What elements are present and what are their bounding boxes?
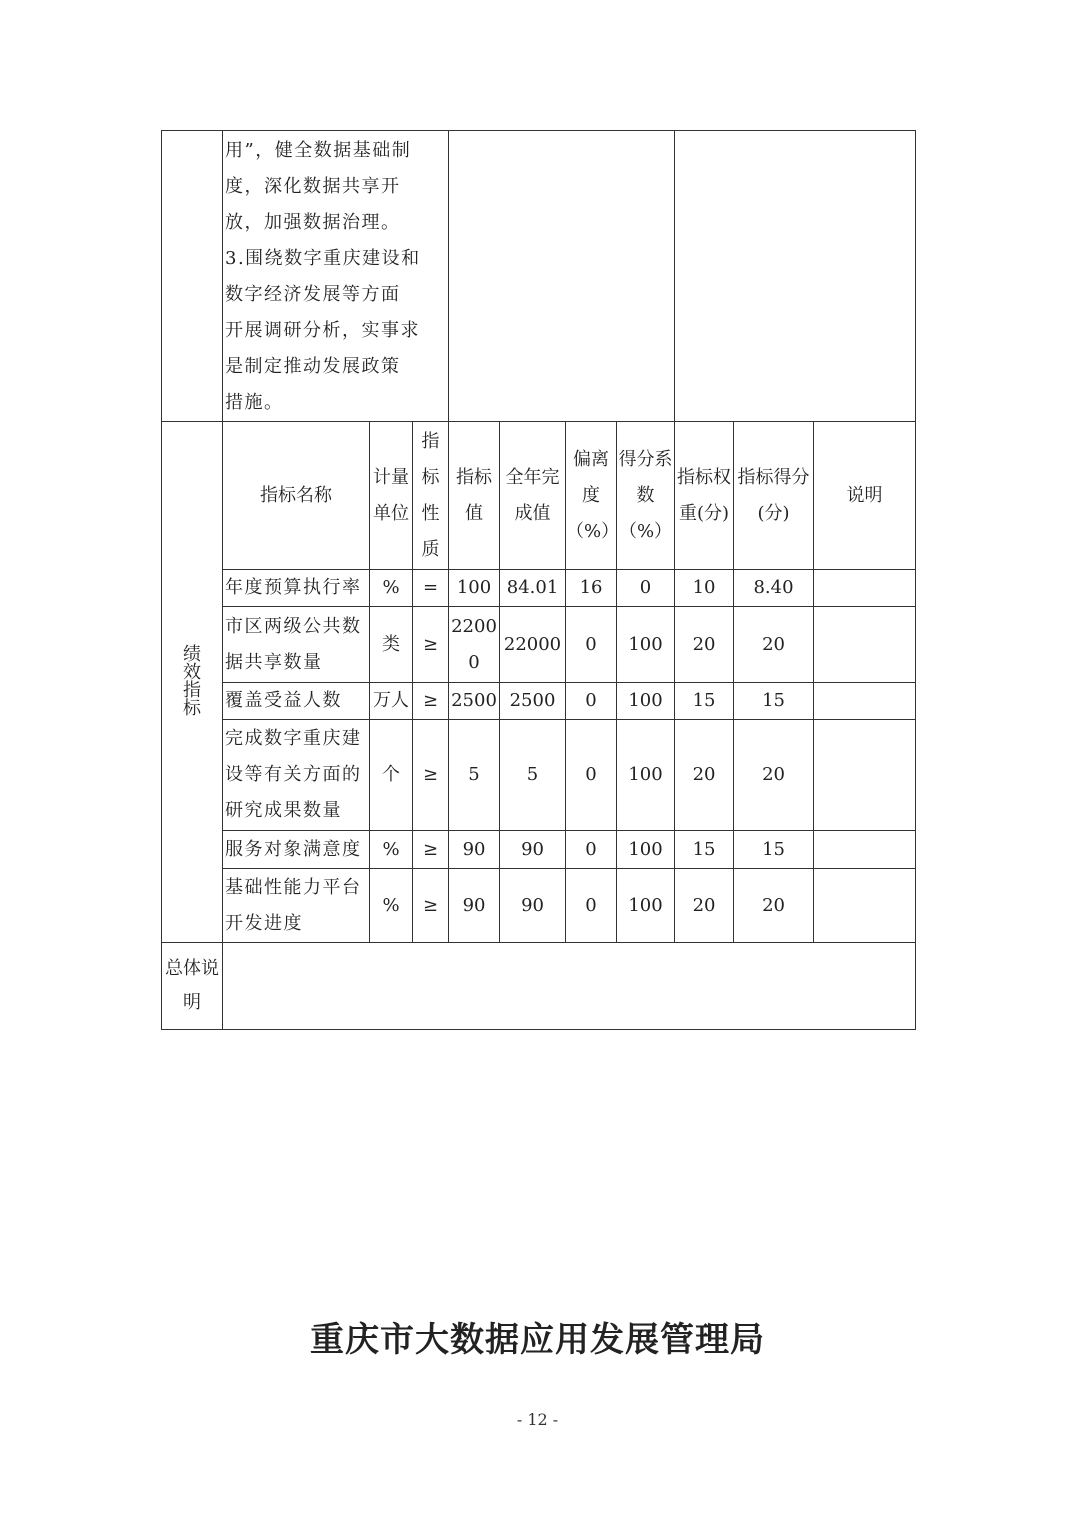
row-name: 基础性能力平台开发进度 [223, 869, 370, 943]
row-deviation: 0 [566, 607, 617, 683]
row-score: 20 [734, 607, 814, 683]
header-note: 说明 [814, 422, 916, 570]
row-unit: % [370, 831, 413, 869]
row-actual: 90 [500, 831, 566, 869]
continuation-empty-cell [449, 131, 675, 422]
continuation-text-cell [223, 131, 449, 422]
row-name: 年度预算执行率 [223, 570, 370, 607]
row-actual: 2500 [500, 683, 566, 720]
row-coefficient: 100 [617, 720, 675, 831]
continuation-line: 数字经济发展等方面 [225, 284, 401, 305]
continuation-line: 是制定推动发展政策 [225, 356, 401, 377]
header-coefficient: 得分系数（%） [617, 422, 675, 570]
row-nature: ≥ [413, 683, 449, 720]
row-unit: % [370, 570, 413, 607]
performance-table [161, 130, 916, 1030]
continuation-line: 措施。 [225, 392, 284, 413]
continuation-line: 3.围绕数字重庆建设和 [225, 248, 421, 269]
row-score: 8.40 [734, 570, 814, 607]
row-unit: % [370, 869, 413, 943]
row-weight: 15 [675, 683, 734, 720]
header-deviation: 偏离度（%） [566, 422, 617, 570]
row-target: 22000 [449, 607, 500, 683]
table-row [162, 607, 916, 683]
summary-label: 总体说明 [165, 958, 219, 1013]
table-row [162, 683, 916, 720]
row-coefficient: 100 [617, 607, 675, 683]
row-target: 5 [449, 720, 500, 831]
row-coefficient: 100 [617, 869, 675, 943]
row-deviation: 0 [566, 683, 617, 720]
row-nature: ≥ [413, 607, 449, 683]
continuation-line: 放，加强数据治理。 [225, 212, 401, 233]
row-unit: 个 [370, 720, 413, 831]
row-target: 90 [449, 869, 500, 943]
section-label: 绩效指标 [183, 644, 201, 719]
row-actual: 22000 [500, 607, 566, 683]
continuation-label-cell [162, 131, 223, 422]
table-row [162, 869, 916, 943]
row-score: 20 [734, 720, 814, 831]
row-deviation: 0 [566, 869, 617, 943]
row-deviation: 0 [566, 720, 617, 831]
row-note [814, 831, 916, 869]
continuation-empty-cell [675, 131, 916, 422]
continuation-line: 度，深化数据共享开 [225, 176, 401, 197]
row-weight: 20 [675, 869, 734, 943]
row-weight: 15 [675, 831, 734, 869]
row-name: 覆盖受益人数 [223, 683, 370, 720]
row-score: 20 [734, 869, 814, 943]
table-row [162, 831, 916, 869]
header-actual: 全年完成值 [500, 422, 566, 570]
row-score: 15 [734, 831, 814, 869]
row-coefficient: 100 [617, 831, 675, 869]
row-nature: ≥ [413, 831, 449, 869]
row-target: 90 [449, 831, 500, 869]
header-score: 指标得分(分) [734, 422, 814, 570]
header-nature: 指标性质 [413, 422, 449, 570]
row-nature: ≥ [413, 869, 449, 943]
row-deviation: 0 [566, 831, 617, 869]
row-actual: 5 [500, 720, 566, 831]
row-weight: 20 [675, 720, 734, 831]
row-note [814, 683, 916, 720]
summary-label-cell [162, 943, 223, 1030]
header-weight: 指标权重(分) [675, 422, 734, 570]
row-actual: 90 [500, 869, 566, 943]
continuation-line: 用”，健全数据基础制 [225, 140, 412, 161]
row-target: 100 [449, 570, 500, 607]
row-target: 2500 [449, 683, 500, 720]
header-row [162, 422, 916, 570]
row-unit: 万人 [370, 683, 413, 720]
page-number: - 12 - [516, 1410, 559, 1429]
header-target: 指标值 [449, 422, 500, 570]
row-weight: 10 [675, 570, 734, 607]
row-name: 完成数字重庆建设等有关方面的研究成果数量 [223, 720, 370, 831]
row-nature: = [413, 570, 449, 607]
row-actual: 84.01 [500, 570, 566, 607]
header-unit: 计量单位 [370, 422, 413, 570]
footer-title: 重庆市大数据应用发展管理局 [310, 1320, 765, 1360]
table-row [162, 720, 916, 831]
row-note [814, 607, 916, 683]
continuation-row [162, 131, 916, 422]
summary-row [162, 943, 916, 1030]
section-label-cell [162, 422, 223, 943]
row-unit: 类 [370, 607, 413, 683]
table-row [162, 570, 916, 607]
header-name: 指标名称 [223, 422, 370, 570]
row-name: 服务对象满意度 [223, 831, 370, 869]
row-coefficient: 100 [617, 683, 675, 720]
row-note [814, 869, 916, 943]
row-note [814, 720, 916, 831]
row-nature: ≥ [413, 720, 449, 831]
row-name: 市区两级公共数据共享数量 [223, 607, 370, 683]
row-weight: 20 [675, 607, 734, 683]
continuation-line: 开展调研分析，实事求 [225, 320, 420, 341]
row-deviation: 16 [566, 570, 617, 607]
summary-text [223, 943, 916, 1030]
row-coefficient: 0 [617, 570, 675, 607]
row-score: 15 [734, 683, 814, 720]
row-note [814, 570, 916, 607]
